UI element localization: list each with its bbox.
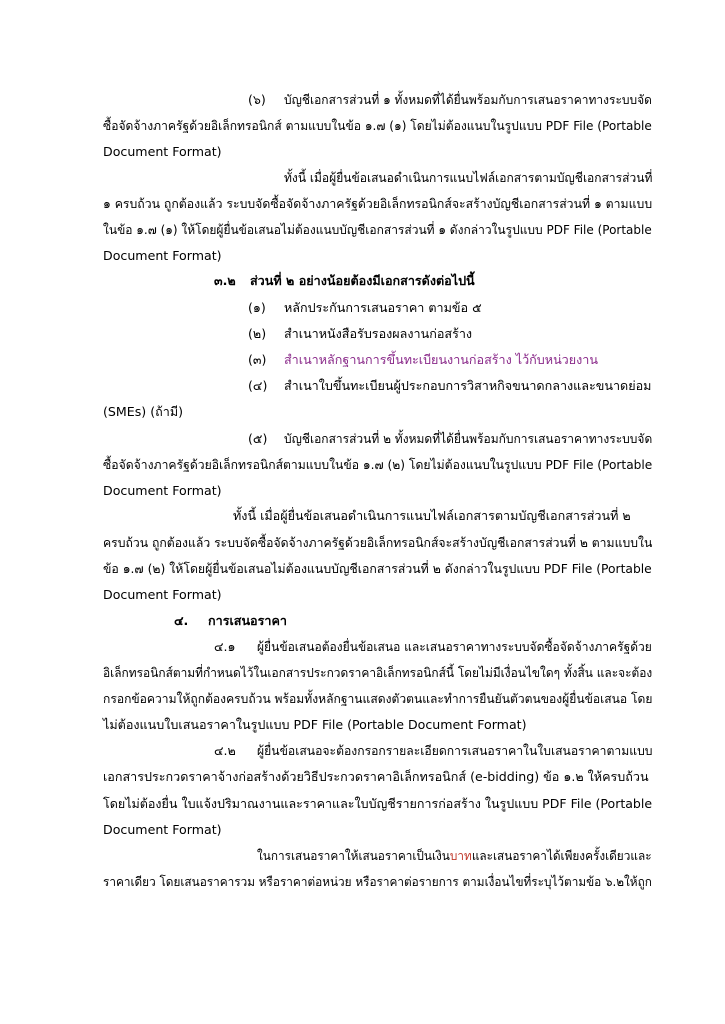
item-number: (๕) (248, 431, 268, 446)
item-number: ๔.๑ (214, 639, 236, 654)
section-heading: การเสนอราคา (208, 613, 287, 628)
paragraph-line: ผู้ยื่นข้อเสนอจะต้องกรอกรายละเอียดการเสนอราคาในใบเสนอราคาตามแบบ (257, 743, 653, 758)
paragraph-line: ซื้อจัดจ้างภาครัฐด้วยอิเล็กทรอนิกส์ ตามแบบในข้อ ๑.๗ (๑) โดยไม่ต้องแนบในรูปแบบ PDF File (Portable (103, 118, 652, 133)
item-number: (๒) (248, 326, 267, 341)
paragraph-line: ข้อ ๑.๗ (๒) ให้โดยผู้ยื่นข้อเสนอไม่ต้องแนบบัญชีเอกสารส่วนที่ ๒ ดังกล่าวในรูปแบบ PDF File (Portable (103, 561, 652, 576)
paragraph-line: ครบถ้วน ถูกต้องแล้ว ระบบจัดซื้อจัดจ้างภาครัฐด้วยอิเล็กทรอนิกส์จะสร้างบัญชีเอกสารส่วนที่ ๒ ตามแบบใน (103, 535, 653, 550)
section-heading: ส่วนที่ ๒ อย่างน้อยต้องมีเอกสารดังต่อไปนี้ (250, 273, 475, 288)
paragraph-line: ราคาเดียว โดยเสนอราคารวม หรือราคาต่อหน่วย หรือราคาต่อรายการ ตามเงื่อนไขที่ระบุไว้ตามข้อ ๖.๒ให้ถูก (103, 874, 652, 889)
paragraph-line: ไม่ต้องแนบใบเสนอราคาในรูปแบบ PDF File (Portable Document Format) (103, 717, 527, 732)
paragraph-line: อิเล็กทรอนิกส์ตามที่กำหนดไว้ในเอกสารประกวดราคาอิเล็กทรอนิกส์นี้ โดยไม่มีเงื่อนไขใดๆ ทั้งสิ้น และจะต้อง (103, 665, 653, 680)
item-text: สำเนาใบขึ้นทะเบียนผู้ประกอบการวิสาหกิจขนาดกลางและขนาดย่อม (284, 378, 652, 393)
paragraph-line: Document Format) (103, 483, 222, 498)
item-number: ๔.๒ (214, 743, 236, 758)
item-number: (๑) (248, 300, 266, 315)
item-text: สำเนาหนังสือรับรองผลงานก่อสร้าง (284, 326, 473, 341)
item-text-highlighted: สำเนาหลักฐานการขึ้นทะเบียนงานก่อสร้าง ไว้กับหน่วยงาน (284, 352, 598, 367)
paragraph-line: Document Format) (103, 144, 222, 159)
paragraph-line: ทั้งนี้ เมื่อผู้ยื่นข้อเสนอดำเนินการแนบไฟล์เอกสารตามบัญชีเอกสารส่วนที่ ๒ (233, 508, 631, 523)
item-text: หลักประกันการเสนอราคา ตามข้อ ๕ (284, 300, 482, 315)
section-number: ๓.๒ (214, 273, 236, 288)
paragraph-line: Document Format) (103, 587, 222, 602)
text-run: ในการเสนอราคาให้เสนอราคาเป็นเงิน (257, 848, 450, 863)
item-number: (๔) (248, 378, 268, 393)
paragraph-line: บัญชีเอกสารส่วนที่ ๒ ทั้งหมดที่ได้ยื่นพร้อมกับการเสนอราคาทางระบบจัด (284, 431, 653, 446)
paragraph-line (257, 848, 652, 864)
paragraph-line: ๑ ครบถ้วน ถูกต้องแล้ว ระบบจัดซื้อจัดจ้างภาครัฐด้วยอิเล็กทรอนิกส์จะสร้างบัญชีเอกสารส่วนที่ ๑ ตามแบบ (103, 196, 653, 211)
currency-highlight: บาท (449, 848, 472, 863)
paragraph-line: Document Format) (103, 822, 222, 837)
paragraph-line: ผู้ยื่นข้อเสนอต้องยื่นข้อเสนอ และเสนอราคาทางระบบจัดซื้อจัดจ้างภาครัฐด้วย (257, 639, 652, 654)
item-number: (๖) (248, 92, 266, 107)
paragraph-line: Document Format) (103, 248, 222, 263)
paragraph-line: กรอกข้อความให้ถูกต้องครบถ้วน พร้อมทั้งหลักฐานแสดงตัวตนและทำการยืนยันตัวตนของผู้ยื่นข้อเสนอ โดย (103, 691, 653, 706)
paragraph-line: เอกสารประกวดราคาจ้างก่อสร้างด้วยวิธีประกวดราคาอิเล็กทรอนิกส์ (e-bidding) ข้อ ๑.๒ ให้ครบถ้วน (103, 769, 649, 784)
paragraph-line: ในข้อ ๑.๗ (๑) ให้โดยผู้ยื่นข้อเสนอไม่ต้องแนบบัญชีเอกสารส่วนที่ ๑ ดังกล่าวในรูปแบบ PDF File (Portable (103, 222, 652, 237)
text-run: และเสนอราคาได้เพียงครั้งเดียวและ (471, 848, 652, 863)
paragraph-line: ทั้งนี้ เมื่อผู้ยื่นข้อเสนอดำเนินการแนบไฟล์เอกสารตามบัญชีเอกสารส่วนที่ (284, 170, 653, 185)
item-text: (SMEs) (ถ้ามี) (103, 404, 184, 419)
paragraph-line: บัญชีเอกสารส่วนที่ ๑ ทั้งหมดที่ได้ยื่นพร้อมกับการเสนอราคาทางระบบจัด (284, 92, 652, 107)
paragraph-line: ซื้อจัดจ้างภาครัฐด้วยอิเล็กทรอนิกส์ตามแบบในข้อ ๑.๗ (๒) โดยไม่ต้องแนบในรูปแบบ PDF File (Portable (103, 457, 653, 472)
paragraph-line: โดยไม่ต้องยื่น ใบแจ้งปริมาณงานและราคาและใบบัญชีรายการก่อสร้าง ในรูปแบบ PDF File (Portable (103, 796, 653, 811)
section-number: ๔. (174, 613, 189, 628)
item-number: (๓) (248, 352, 267, 367)
